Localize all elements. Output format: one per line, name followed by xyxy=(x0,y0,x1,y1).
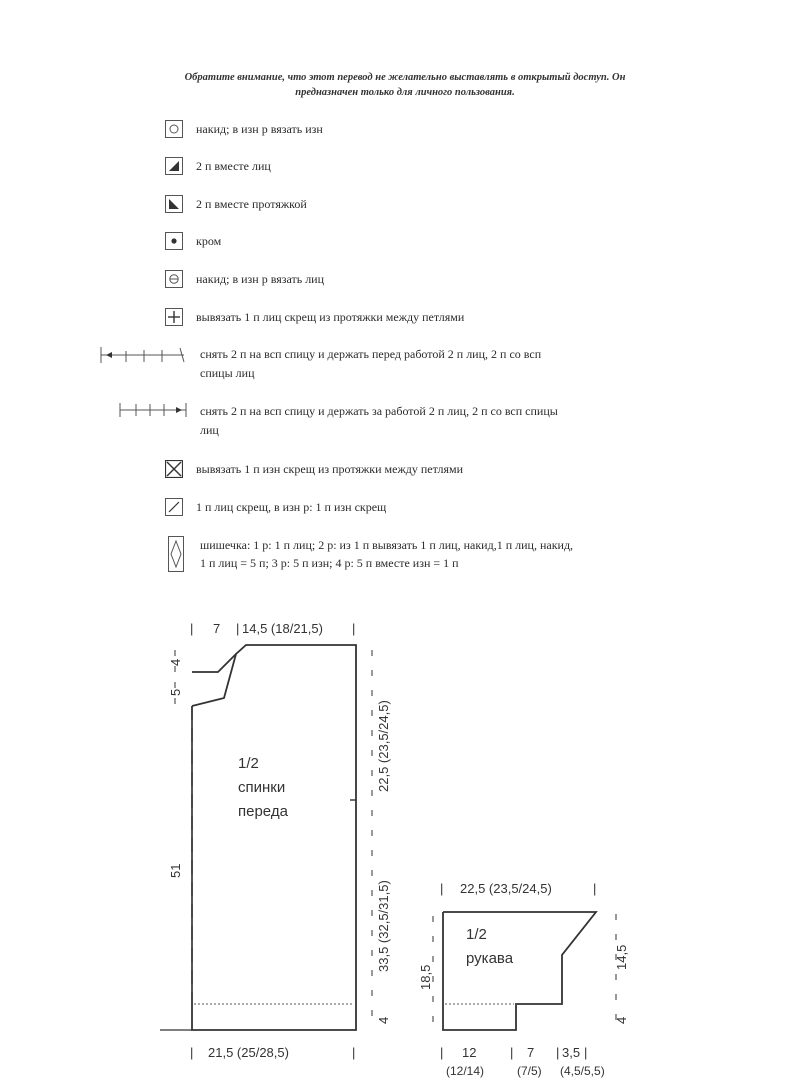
legend-item: снять 2 п на всп спицу и держать за работой 2 п лиц, 2 п со всп спицы xyxy=(200,404,558,418)
left-dim-total-length: 51 xyxy=(168,863,183,878)
legend-item: снять 2 п на всп спицу и держать перед работой 2 п лиц, 2 п со всп xyxy=(200,347,542,361)
right-cable-symbol-icon xyxy=(118,400,188,420)
left-dim-armhole-step: 5 xyxy=(168,688,183,696)
bottom-dim-width: 21,5 (25/28,5) xyxy=(208,1045,289,1060)
sleeve-label-name: рукава xyxy=(466,950,514,967)
top-dim-separator: | xyxy=(352,621,356,636)
body-label-front: переда xyxy=(238,803,288,820)
legend-item: 2 п вместе лиц xyxy=(196,159,271,173)
left-decrease-symbol-icon xyxy=(165,157,183,175)
legend-item: 2 п вместе протяжкой xyxy=(196,197,307,211)
legend-item: кром xyxy=(196,234,222,248)
legend-item: 1 п лиц скрещ, в изн р: 1 п изн скрещ xyxy=(196,500,387,514)
top-dim-separator: | xyxy=(236,621,240,636)
schematic-diagram xyxy=(0,600,810,1080)
notice-line-1: Обратите внимание, что этот перевод не желательно выставлять в открытый доступ. Он xyxy=(184,72,626,83)
legend-item: вывязать 1 п изн скрещ из протяжки между петлями xyxy=(196,462,464,476)
right-dim-rib: 4 xyxy=(376,1016,391,1024)
left-dim-neck-depth: 4 xyxy=(168,658,183,666)
sleeve-bottom-dim-step: 7 xyxy=(527,1045,535,1060)
sleeve-bottom-dim-separator: | xyxy=(584,1045,588,1060)
notice-line-2: предназначен только для личного пользования. xyxy=(295,87,515,98)
sleeve-label-fraction: 1/2 xyxy=(466,926,487,943)
sleeve-top-dim-separator: | xyxy=(593,881,597,896)
selvage-dot-symbol-icon xyxy=(165,232,183,250)
legend-item-continued: 1 п лиц = 5 п; 3 р: 5 п изн; 4 р: 5 п вместе изн = 1 п xyxy=(200,556,459,570)
sleeve-bottom-dim-cuff-sizes: (12/14) xyxy=(446,1064,485,1078)
body-label-back: спинки xyxy=(238,779,286,796)
right-dim-lower: 33,5 (32,5/31,5) xyxy=(376,880,391,972)
circle-symbol-icon xyxy=(165,120,183,138)
sleeve-bottom-dim-end-sizes: (4,5/5,5) xyxy=(560,1064,605,1078)
sleeve-top-dim: 22,5 (23,5/24,5) xyxy=(460,881,552,896)
top-dim-neck: 7 xyxy=(213,621,221,636)
sleeve-bottom-dim-end: 3,5 xyxy=(562,1045,581,1060)
sleeve-top-dim-separator: | xyxy=(440,881,444,896)
body-outline xyxy=(192,645,356,1030)
sleeve-bottom-dim-separator: | xyxy=(440,1045,444,1060)
right-decrease-symbol-icon xyxy=(165,195,183,213)
legend-item-continued: спицы лиц xyxy=(200,366,255,380)
right-dim-upper: 22,5 (23,5/24,5) xyxy=(376,700,391,792)
circle-line-symbol-icon xyxy=(165,270,183,288)
body-piece xyxy=(160,621,391,1060)
sleeve-bottom-dim-separator: | xyxy=(510,1045,514,1060)
sleeve-right-dim-rib: 4 xyxy=(614,1016,629,1024)
sleeve-right-dim-upper: 14,5 xyxy=(614,944,629,970)
slash-symbol-icon xyxy=(165,498,183,516)
body-neck-lower-edge xyxy=(192,654,236,672)
plus-symbol-icon xyxy=(165,308,183,326)
legend-item: вывязать 1 п лиц скрещ из протяжки между петлями xyxy=(196,310,465,324)
sleeve-bottom-dim-cuff: 12 xyxy=(462,1045,477,1060)
left-cable-symbol-icon xyxy=(100,345,186,365)
legend-item: накид; в изн р вязать изн xyxy=(196,122,323,136)
cross-box-symbol-icon xyxy=(165,460,183,478)
sleeve-piece xyxy=(418,881,629,1078)
body-label-fraction: 1/2 xyxy=(238,755,259,772)
legend-item-continued: лиц xyxy=(200,423,219,437)
top-dim-separator: | xyxy=(190,621,194,636)
sleeve-bottom-dim-step-sizes: (7/5) xyxy=(517,1064,542,1078)
sleeve-left-dim: 18,5 xyxy=(418,964,433,990)
sleeve-bottom-dim-separator: | xyxy=(556,1045,560,1060)
legend-item: накид; в изн р вязать лиц xyxy=(196,272,325,286)
bobble-symbol-icon xyxy=(168,536,184,572)
bottom-dim-separator: | xyxy=(190,1045,194,1060)
legend-item: шишечка: 1 р: 1 п лиц; 2 р: из 1 п вывязать 1 п лиц, накид,1 п лиц, накид, xyxy=(200,538,574,552)
top-dim-shoulder: 14,5 (18/21,5) xyxy=(242,621,323,636)
bottom-dim-separator: | xyxy=(352,1045,356,1060)
